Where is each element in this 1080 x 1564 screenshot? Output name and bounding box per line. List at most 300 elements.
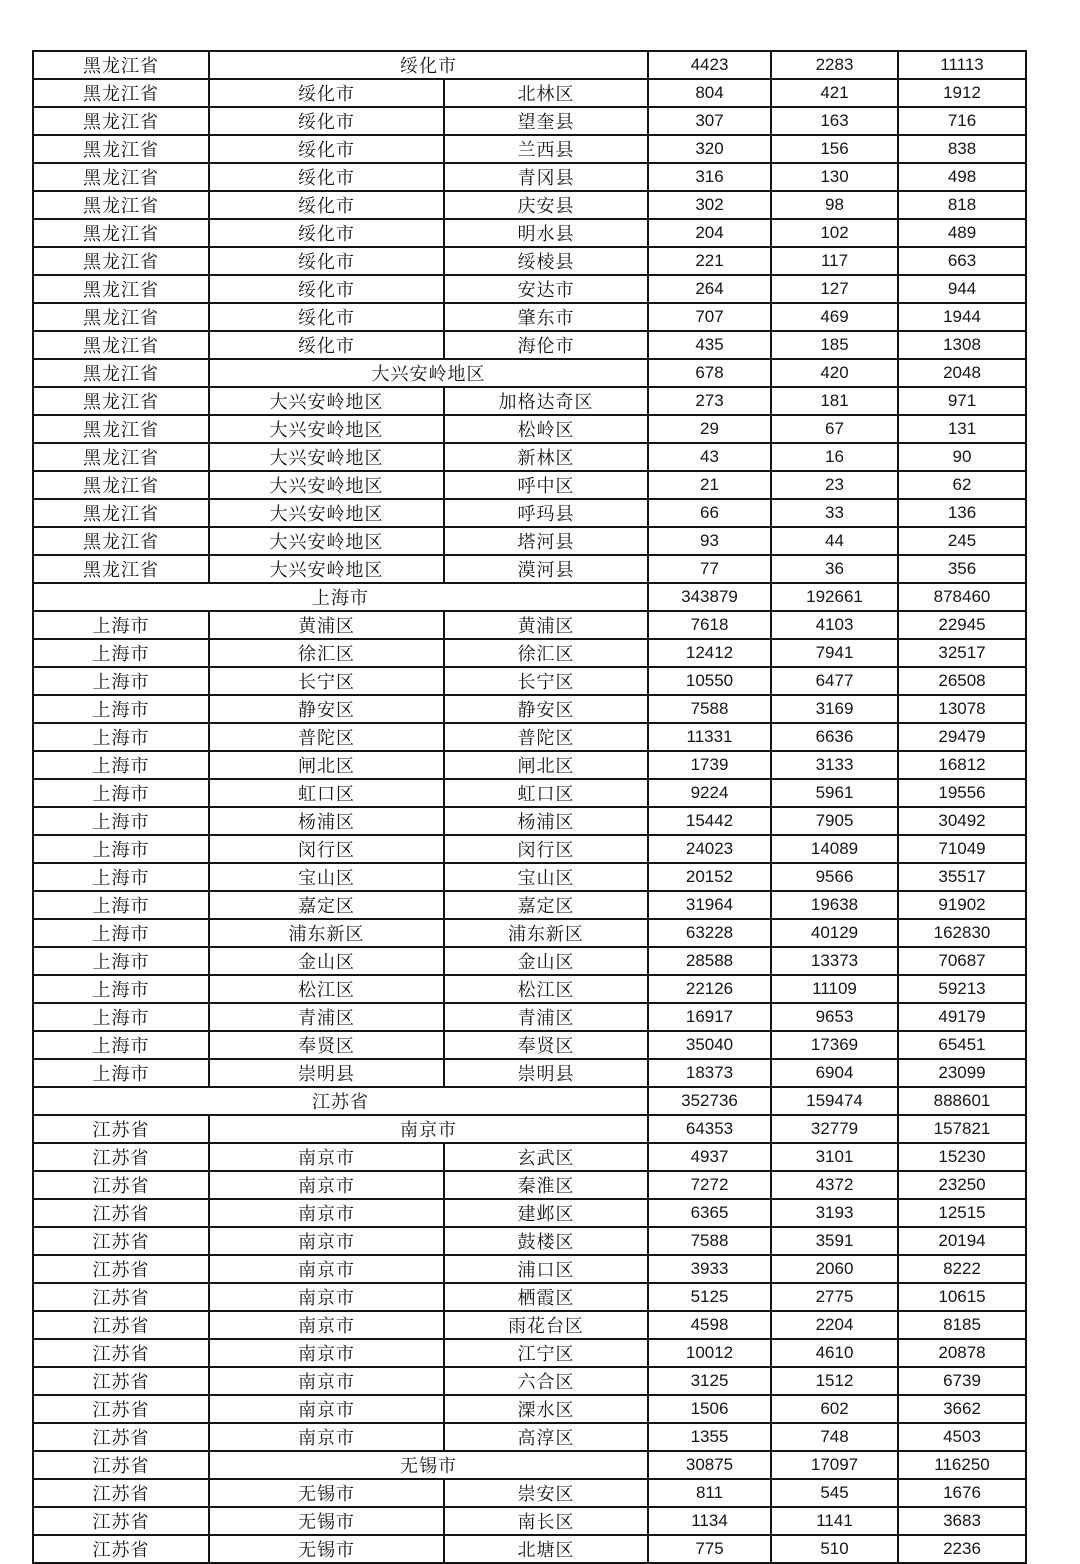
city-cell: 南京市 [209,1227,444,1255]
district-cell: 雨花台区 [444,1311,648,1339]
province-cell: 上海市 [33,835,209,863]
value-cell: 1512 [771,1367,898,1395]
city-cell: 大兴安岭地区 [209,443,444,471]
city-cell: 闵行区 [209,835,444,863]
table-row [33,639,1026,667]
city-cell: 绥化市 [209,247,444,275]
table-row [33,303,1026,331]
value-cell: 663 [898,247,1026,275]
city-cell: 南京市 [209,1199,444,1227]
value-cell: 7272 [648,1171,771,1199]
value-cell: 316 [648,163,771,191]
table-row [33,751,1026,779]
district-cell: 加格达奇区 [444,387,648,415]
province-cell: 黑龙江省 [33,555,209,583]
value-cell: 117 [771,247,898,275]
value-cell: 878460 [898,583,1026,611]
value-cell: 221 [648,247,771,275]
city-cell: 南京市 [209,1395,444,1423]
value-cell: 36 [771,555,898,583]
value-cell: 498 [898,163,1026,191]
district-cell: 宝山区 [444,863,648,891]
value-cell: 185 [771,331,898,359]
district-cell: 青冈县 [444,163,648,191]
value-cell: 6739 [898,1367,1026,1395]
value-cell: 343879 [648,583,771,611]
city-cell: 南京市 [209,1255,444,1283]
city-cell: 闸北区 [209,751,444,779]
province-cell: 上海市 [33,695,209,723]
province-cell: 上海市 [33,863,209,891]
province-cell: 江苏省 [33,1423,209,1451]
city-cell: 崇明县 [209,1059,444,1087]
value-cell: 3133 [771,751,898,779]
value-cell: 157821 [898,1115,1026,1143]
value-cell: 20878 [898,1339,1026,1367]
city-cell: 绥化市 [209,331,444,359]
value-cell: 3101 [771,1143,898,1171]
table-row [33,135,1026,163]
table-row [33,79,1026,107]
table-row [33,611,1026,639]
table-row [33,219,1026,247]
table-row [33,527,1026,555]
value-cell: 77 [648,555,771,583]
value-cell: 130 [771,163,898,191]
value-cell: 8222 [898,1255,1026,1283]
value-cell: 19638 [771,891,898,919]
value-cell: 18373 [648,1059,771,1087]
city-cell: 绥化市 [209,275,444,303]
table-row [33,891,1026,919]
value-cell: 12515 [898,1199,1026,1227]
province-cell: 上海市 [33,639,209,667]
value-cell: 1355 [648,1423,771,1451]
table-row [33,1339,1026,1367]
value-cell: 44 [771,527,898,555]
province-cell: 江苏省 [33,1115,209,1143]
province-cell: 黑龙江省 [33,191,209,219]
table-row [33,667,1026,695]
city-cell: 金山区 [209,947,444,975]
value-cell: 49179 [898,1003,1026,1031]
district-cell: 兰西县 [444,135,648,163]
value-cell: 156 [771,135,898,163]
value-cell: 1676 [898,1479,1026,1507]
district-cell: 漠河县 [444,555,648,583]
city-cell: 奉贤区 [209,1031,444,1059]
table-row [33,807,1026,835]
value-cell: 66 [648,499,771,527]
value-cell: 162830 [898,919,1026,947]
value-cell: 435 [648,331,771,359]
value-cell: 469 [771,303,898,331]
table-row [33,1031,1026,1059]
value-cell: 510 [771,1535,898,1563]
province-cell: 江苏省 [33,1311,209,1339]
value-cell: 273 [648,387,771,415]
value-cell: 3933 [648,1255,771,1283]
value-cell: 15230 [898,1143,1026,1171]
district-cell: 塔河县 [444,527,648,555]
value-cell: 307 [648,107,771,135]
province-cell: 黑龙江省 [33,303,209,331]
city-cell: 绥化市 [209,135,444,163]
value-cell: 131 [898,415,1026,443]
table-row [33,51,1026,79]
value-cell: 16917 [648,1003,771,1031]
value-cell: 838 [898,135,1026,163]
table-row [33,359,1026,387]
city-cell: 南京市 [209,1115,648,1143]
city-cell: 南京市 [209,1311,444,1339]
value-cell: 11331 [648,723,771,751]
city-cell: 宝山区 [209,863,444,891]
value-cell: 888601 [898,1087,1026,1115]
city-cell: 无锡市 [209,1451,648,1479]
value-cell: 23 [771,471,898,499]
value-cell: 245 [898,527,1026,555]
province-cell: 黑龙江省 [33,415,209,443]
city-cell: 大兴安岭地区 [209,471,444,499]
table-row [33,1395,1026,1423]
district-cell: 庆安县 [444,191,648,219]
city-cell: 徐汇区 [209,639,444,667]
province-cell: 黑龙江省 [33,107,209,135]
value-cell: 421 [771,79,898,107]
value-cell: 24023 [648,835,771,863]
value-cell: 352736 [648,1087,771,1115]
city-cell: 绥化市 [209,51,648,79]
region-name-cell: 江苏省 [33,1087,648,1115]
value-cell: 5125 [648,1283,771,1311]
value-cell: 707 [648,303,771,331]
province-cell: 江苏省 [33,1227,209,1255]
value-cell: 20194 [898,1227,1026,1255]
table-row [33,695,1026,723]
value-cell: 302 [648,191,771,219]
table-row [33,1087,1026,1115]
value-cell: 2236 [898,1535,1026,1563]
district-cell: 南长区 [444,1507,648,1535]
value-cell: 804 [648,79,771,107]
district-cell: 闸北区 [444,751,648,779]
value-cell: 62 [898,471,1026,499]
value-cell: 602 [771,1395,898,1423]
value-cell: 7588 [648,1227,771,1255]
table-row [33,723,1026,751]
province-cell: 黑龙江省 [33,499,209,527]
province-cell: 江苏省 [33,1507,209,1535]
value-cell: 35040 [648,1031,771,1059]
district-cell: 绥棱县 [444,247,648,275]
value-cell: 2060 [771,1255,898,1283]
district-cell: 海伦市 [444,331,648,359]
value-cell: 6365 [648,1199,771,1227]
value-cell: 90 [898,443,1026,471]
district-cell: 普陀区 [444,723,648,751]
province-cell: 上海市 [33,667,209,695]
city-cell: 长宁区 [209,667,444,695]
value-cell: 64353 [648,1115,771,1143]
value-cell: 93 [648,527,771,555]
district-cell: 长宁区 [444,667,648,695]
province-cell: 上海市 [33,919,209,947]
value-cell: 67 [771,415,898,443]
city-cell: 南京市 [209,1339,444,1367]
value-cell: 35517 [898,863,1026,891]
district-cell: 北塘区 [444,1535,648,1563]
table-row [33,163,1026,191]
district-cell: 闵行区 [444,835,648,863]
province-cell: 上海市 [33,807,209,835]
province-cell: 黑龙江省 [33,471,209,499]
value-cell: 22945 [898,611,1026,639]
table-row [33,471,1026,499]
value-cell: 1739 [648,751,771,779]
value-cell: 811 [648,1479,771,1507]
value-cell: 14089 [771,835,898,863]
value-cell: 1141 [771,1507,898,1535]
province-cell: 黑龙江省 [33,359,209,387]
value-cell: 1308 [898,331,1026,359]
value-cell: 2204 [771,1311,898,1339]
value-cell: 63228 [648,919,771,947]
district-cell: 虹口区 [444,779,648,807]
value-cell: 23250 [898,1171,1026,1199]
province-cell: 黑龙江省 [33,135,209,163]
value-cell: 6636 [771,723,898,751]
value-cell: 11109 [771,975,898,1003]
value-cell: 70687 [898,947,1026,975]
table-row [33,415,1026,443]
value-cell: 9566 [771,863,898,891]
value-cell: 204 [648,219,771,247]
value-cell: 71049 [898,835,1026,863]
city-cell: 浦东新区 [209,919,444,947]
value-cell: 19556 [898,779,1026,807]
value-cell: 3662 [898,1395,1026,1423]
value-cell: 775 [648,1535,771,1563]
value-cell: 32779 [771,1115,898,1143]
value-cell: 26508 [898,667,1026,695]
value-cell: 356 [898,555,1026,583]
table-row [33,191,1026,219]
value-cell: 127 [771,275,898,303]
province-cell: 江苏省 [33,1199,209,1227]
province-cell: 上海市 [33,947,209,975]
province-cell: 黑龙江省 [33,163,209,191]
district-cell: 六合区 [444,1367,648,1395]
value-cell: 23099 [898,1059,1026,1087]
table-row [33,1535,1026,1563]
city-cell: 绥化市 [209,303,444,331]
city-cell: 南京市 [209,1143,444,1171]
table-row [33,1199,1026,1227]
province-cell: 江苏省 [33,1367,209,1395]
value-cell: 22126 [648,975,771,1003]
value-cell: 678 [648,359,771,387]
value-cell: 29479 [898,723,1026,751]
district-cell: 建邺区 [444,1199,648,1227]
value-cell: 971 [898,387,1026,415]
table-body [33,51,1026,1563]
value-cell: 420 [771,359,898,387]
province-cell: 江苏省 [33,1143,209,1171]
district-cell: 呼玛县 [444,499,648,527]
city-cell: 大兴安岭地区 [209,499,444,527]
value-cell: 20152 [648,863,771,891]
city-cell: 绥化市 [209,219,444,247]
table-row [33,779,1026,807]
city-cell: 大兴安岭地区 [209,527,444,555]
district-cell: 金山区 [444,947,648,975]
value-cell: 102 [771,219,898,247]
value-cell: 181 [771,387,898,415]
table-row [33,499,1026,527]
city-cell: 无锡市 [209,1507,444,1535]
value-cell: 8185 [898,1311,1026,1339]
table-row [33,1311,1026,1339]
value-cell: 2048 [898,359,1026,387]
city-cell: 绥化市 [209,163,444,191]
district-cell: 奉贤区 [444,1031,648,1059]
city-cell: 绥化市 [209,79,444,107]
table-row [33,835,1026,863]
value-cell: 7588 [648,695,771,723]
table-row [33,1451,1026,1479]
table-row [33,247,1026,275]
value-cell: 13078 [898,695,1026,723]
city-cell: 南京市 [209,1423,444,1451]
value-cell: 30875 [648,1451,771,1479]
province-cell: 上海市 [33,891,209,919]
value-cell: 136 [898,499,1026,527]
province-cell: 江苏省 [33,1451,209,1479]
value-cell: 159474 [771,1087,898,1115]
value-cell: 163 [771,107,898,135]
value-cell: 32517 [898,639,1026,667]
city-cell: 绥化市 [209,191,444,219]
table-row [33,1423,1026,1451]
value-cell: 116250 [898,1451,1026,1479]
value-cell: 28588 [648,947,771,975]
value-cell: 818 [898,191,1026,219]
district-cell: 望奎县 [444,107,648,135]
city-cell: 松江区 [209,975,444,1003]
province-cell: 江苏省 [33,1171,209,1199]
value-cell: 40129 [771,919,898,947]
value-cell: 21 [648,471,771,499]
value-cell: 4610 [771,1339,898,1367]
value-cell: 4372 [771,1171,898,1199]
province-cell: 江苏省 [33,1535,209,1563]
value-cell: 17369 [771,1031,898,1059]
province-cell: 上海市 [33,1031,209,1059]
value-cell: 3169 [771,695,898,723]
table-row [33,443,1026,471]
district-cell: 新林区 [444,443,648,471]
city-cell: 南京市 [209,1171,444,1199]
table-row [33,1171,1026,1199]
table-row [33,1255,1026,1283]
value-cell: 29 [648,415,771,443]
province-cell: 上海市 [33,751,209,779]
district-cell: 玄武区 [444,1143,648,1171]
province-cell: 江苏省 [33,1395,209,1423]
value-cell: 10550 [648,667,771,695]
value-cell: 30492 [898,807,1026,835]
value-cell: 6904 [771,1059,898,1087]
city-cell: 黄浦区 [209,611,444,639]
province-cell: 上海市 [33,611,209,639]
value-cell: 4103 [771,611,898,639]
region-name-cell: 上海市 [33,583,648,611]
district-cell: 徐汇区 [444,639,648,667]
table-row [33,947,1026,975]
value-cell: 43 [648,443,771,471]
table-row [33,387,1026,415]
province-cell: 黑龙江省 [33,79,209,107]
value-cell: 2283 [771,51,898,79]
table-row [33,1227,1026,1255]
province-cell: 上海市 [33,975,209,1003]
table-row [33,1367,1026,1395]
value-cell: 65451 [898,1031,1026,1059]
city-cell: 绥化市 [209,107,444,135]
province-cell: 上海市 [33,779,209,807]
city-cell: 无锡市 [209,1535,444,1563]
value-cell: 9653 [771,1003,898,1031]
district-cell: 浦东新区 [444,919,648,947]
value-cell: 12412 [648,639,771,667]
district-cell: 溧水区 [444,1395,648,1423]
value-cell: 10615 [898,1283,1026,1311]
value-cell: 7618 [648,611,771,639]
city-cell: 大兴安岭地区 [209,359,648,387]
district-cell: 安达市 [444,275,648,303]
city-cell: 大兴安岭地区 [209,415,444,443]
district-cell: 松岭区 [444,415,648,443]
district-cell: 松江区 [444,975,648,1003]
value-cell: 7905 [771,807,898,835]
district-cell: 静安区 [444,695,648,723]
province-cell: 上海市 [33,1059,209,1087]
value-cell: 11113 [898,51,1026,79]
value-cell: 6477 [771,667,898,695]
district-cell: 杨浦区 [444,807,648,835]
city-cell: 青浦区 [209,1003,444,1031]
value-cell: 9224 [648,779,771,807]
value-cell: 1912 [898,79,1026,107]
value-cell: 3591 [771,1227,898,1255]
table-row [33,919,1026,947]
value-cell: 489 [898,219,1026,247]
table-row [33,1283,1026,1311]
value-cell: 5961 [771,779,898,807]
value-cell: 33 [771,499,898,527]
value-cell: 1944 [898,303,1026,331]
value-cell: 716 [898,107,1026,135]
value-cell: 1134 [648,1507,771,1535]
district-cell: 栖霞区 [444,1283,648,1311]
value-cell: 192661 [771,583,898,611]
city-cell: 无锡市 [209,1479,444,1507]
value-cell: 7941 [771,639,898,667]
city-cell: 杨浦区 [209,807,444,835]
value-cell: 4598 [648,1311,771,1339]
district-cell: 崇明县 [444,1059,648,1087]
